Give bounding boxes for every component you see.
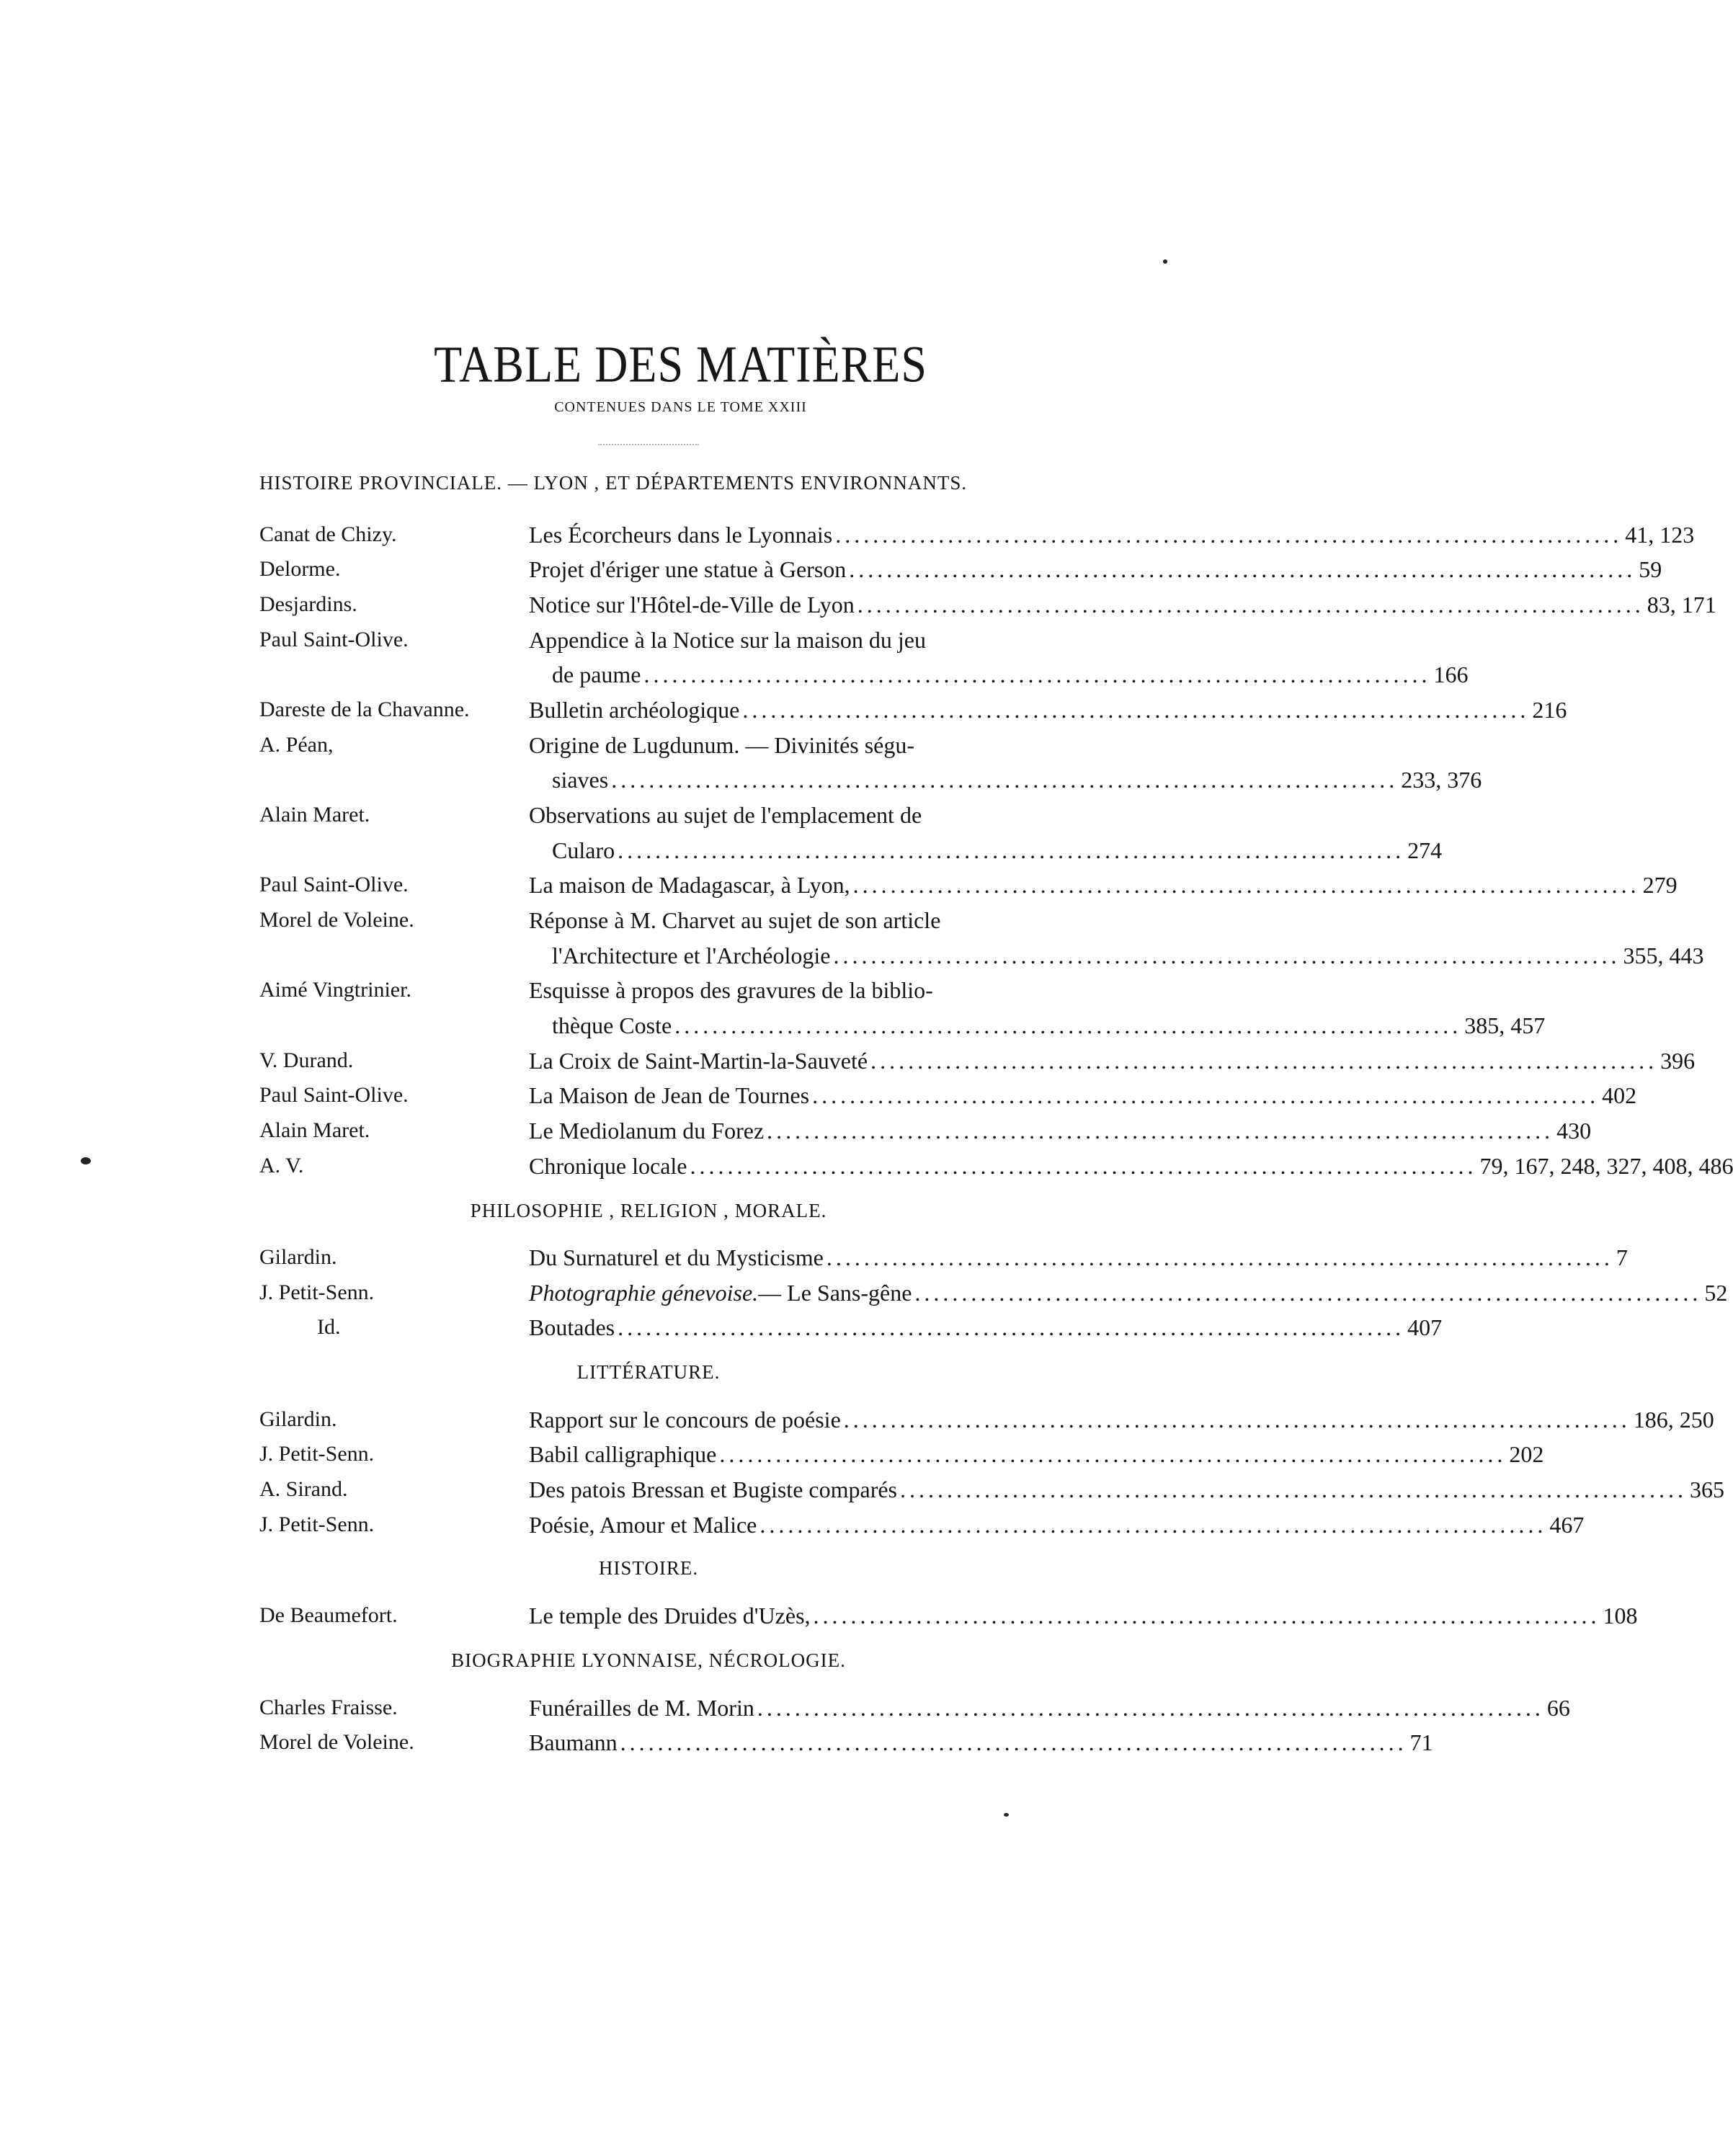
entry-author: Paul Saint-Olive. [259, 873, 409, 896]
entry-author: Gilardin. [259, 1245, 337, 1269]
entry-title-line: Projet d'ériger une statue à Gerson .................................................................................... 59 [529, 556, 1662, 582]
entry-author: Aimé Vingtrinier. [259, 978, 411, 1002]
entry-title-continuation: l'Architecture et l'Archéologie .................................................................................... 355, 443 [552, 943, 1704, 968]
page-title: TABLE DES MATIÈRES [434, 335, 927, 393]
entry-title-line: Bulletin archéologique .................................................................................... 216 [529, 697, 1567, 723]
ink-speck [1004, 1813, 1009, 1817]
page-number: 71 [1409, 1729, 1433, 1755]
dot-leader: .................................................................................... [833, 943, 1621, 968]
entry-author: V. Durand. [259, 1048, 354, 1072]
entry-title-line: Du Surnaturel et du Mysticisme .................................................................................... 7 [529, 1244, 1628, 1270]
dot-leader: .................................................................................... [643, 662, 1431, 687]
entry-title-line: Des patois Bressan et Bugiste comparés .................................................................................... 365 [529, 1476, 1724, 1502]
entry-author: Charles Fraisse. [259, 1696, 398, 1719]
dot-leader: .................................................................................... [835, 522, 1623, 548]
section-heading-biographie: BIOGRAPHIE LYONNAISE, NÉCROLOGIE. [451, 1649, 846, 1671]
dot-leader: .................................................................................... [618, 837, 1405, 863]
page-number: 430 [1556, 1118, 1592, 1144]
dot-leader: .................................................................................... [849, 556, 1636, 582]
section-heading-philosophie: PHILOSOPHIE , RELIGION , MORALE. [470, 1200, 827, 1221]
entry-author: Canat de Chizy. [259, 522, 397, 546]
entry-title-continuation: Cularo .................................................................................... 274 [552, 837, 1443, 863]
entry-title-line: Baumann .................................................................................... 71 [529, 1729, 1433, 1755]
dot-leader: .................................................................................... [620, 1729, 1407, 1755]
entry-author: De Beaumefort. [259, 1603, 398, 1627]
page-number: 355, 443 [1623, 943, 1704, 968]
entry-author: Id. [317, 1315, 341, 1339]
dot-leader: .................................................................................... [690, 1153, 1477, 1179]
entry-title-line: La maison de Madagascar, à Lyon, .................................................................................... 279 [529, 872, 1678, 898]
entry-title-line: Photographie génevoise. — Le Sans-gêne .................................................................................... 52 [529, 1280, 1728, 1306]
entry-title-line: Poésie, Amour et Malice .................................................................................... 467 [529, 1512, 1585, 1538]
page-number: 407 [1407, 1314, 1443, 1340]
page-number: 202 [1509, 1441, 1544, 1467]
ink-speck [81, 1157, 91, 1164]
dot-leader: .................................................................................... [742, 697, 1530, 723]
dot-leader: .................................................................................... [618, 1314, 1405, 1340]
page-number: 41, 123 [1625, 522, 1695, 548]
dot-leader: .................................................................................... [900, 1476, 1687, 1502]
entry-title-continuation: de paume .................................................................................... 166 [552, 662, 1469, 687]
entry-title-line: Funérailles de M. Morin .................................................................................... 66 [529, 1695, 1570, 1721]
entry-title-line: Appendice à la Notice sur la maison du jeu [529, 627, 926, 653]
page-number: 274 [1407, 837, 1443, 863]
entry-author: J. Petit-Senn. [259, 1513, 375, 1536]
entry-author: Morel de Voleine. [259, 908, 414, 932]
dot-leader: .................................................................................... [719, 1441, 1507, 1467]
dot-leader: .................................................................................... [812, 1082, 1600, 1108]
entry-author: Paul Saint-Olive. [259, 628, 409, 651]
page-number: 108 [1603, 1603, 1638, 1629]
page-number: 83, 171 [1647, 592, 1716, 618]
dot-leader: .................................................................................... [852, 872, 1640, 898]
dot-leader: .................................................................................... [826, 1244, 1613, 1270]
section-heading-histoire: HISTOIRE. [598, 1557, 699, 1579]
entry-title-line: Boutades .................................................................................... 407 [529, 1314, 1443, 1340]
dot-leader: .................................................................................... [870, 1048, 1658, 1074]
entry-author: Gilardin. [259, 1407, 337, 1431]
entry-title-line: La Croix de Saint-Martin-la-Sauveté .................................................................................... 396 [529, 1048, 1696, 1074]
dot-leader: .................................................................................... [914, 1280, 1702, 1306]
entry-author: Morel de Voleine. [259, 1730, 414, 1754]
title-divider [598, 444, 699, 445]
page-number: 52 [1704, 1280, 1728, 1306]
entry-title-line: Le Mediolanum du Forez .................................................................................... 430 [529, 1118, 1592, 1144]
section-heading-litterature: LITTÉRATURE. [576, 1361, 721, 1383]
entry-title-line: Esquisse à propos des gravures de la biblio- [529, 977, 933, 1003]
page-number: 402 [1602, 1082, 1637, 1108]
dot-leader: .................................................................................... [759, 1512, 1547, 1538]
entry-title-continuation: siaves .................................................................................... 233, 376 [552, 767, 1482, 793]
page-number: 186, 250 [1633, 1407, 1714, 1433]
page-number: 279 [1642, 872, 1678, 898]
entry-title-line: Origine de Lugdunum. — Divinités ségu- [529, 732, 915, 758]
page-number: 467 [1549, 1512, 1585, 1538]
entry-title-line: Rapport sur le concours de poésie .................................................................................... 186, 250 [529, 1407, 1714, 1433]
section-heading-histoire-provinciale: HISTOIRE PROVINCIALE. — LYON , ET DÉPARTEMENTS ENVIRONNANTS. [259, 472, 968, 494]
dot-leader: .................................................................................... [674, 1012, 1462, 1038]
entry-author: Paul Saint-Olive. [259, 1083, 409, 1107]
entry-title-continuation: thèque Coste .................................................................................... 385, 457 [552, 1012, 1546, 1038]
entry-author: A. V. [259, 1154, 304, 1177]
entry-author: Alain Maret. [259, 803, 370, 827]
page-number: 216 [1532, 697, 1567, 723]
entry-title-line: Observations au sujet de l'emplacement de [529, 802, 922, 828]
entry-title-line: Le temple des Druides d'Uzès, .................................................................................... 108 [529, 1603, 1638, 1629]
page-number: 396 [1660, 1048, 1696, 1074]
entry-title-line: Babil calligraphique .................................................................................... 202 [529, 1441, 1544, 1467]
page-number: 233, 376 [1401, 767, 1482, 793]
entry-author: Dareste de la Chavanne. [259, 698, 470, 721]
page-number: 385, 457 [1464, 1012, 1546, 1038]
entry-title-line: Les Écorcheurs dans le Lyonnais .................................................................................... 41, 123 [529, 522, 1695, 548]
page-number: 7 [1616, 1244, 1628, 1270]
page-number: 365 [1690, 1476, 1724, 1502]
dot-leader: .................................................................................... [767, 1118, 1554, 1144]
page-number: 59 [1639, 556, 1662, 582]
dot-leader: .................................................................................... [611, 767, 1399, 793]
entry-author: A. Péan, [259, 733, 334, 757]
entry-author: Alain Maret. [259, 1118, 370, 1142]
entry-author: A. Sirand. [259, 1477, 348, 1501]
entry-title-line: Notice sur l'Hôtel-de-Ville de Lyon .................................................................................... 83, 171 [529, 592, 1716, 618]
dot-leader: .................................................................................... [843, 1407, 1631, 1433]
dot-leader: .................................................................................... [757, 1695, 1544, 1721]
entry-title-line: Chronique locale .................................................................................... 79, 167, 248, 327, 408, 486 [529, 1153, 1733, 1179]
page-number: 166 [1433, 662, 1469, 687]
page-subtitle: CONTENUES DANS LE TOME XXIII [554, 399, 807, 415]
page-number: 66 [1546, 1695, 1570, 1721]
entry-title-line: Réponse à M. Charvet au sujet de son article [529, 907, 941, 933]
entry-title-line: La Maison de Jean de Tournes .................................................................................... 402 [529, 1082, 1637, 1108]
entry-author: Delorme. [259, 557, 341, 581]
dot-leader: .................................................................................... [857, 592, 1644, 618]
ink-speck [1163, 259, 1167, 264]
entry-author: Desjardins. [259, 592, 357, 616]
dot-leader: .................................................................................... [813, 1603, 1600, 1629]
entry-author: J. Petit-Senn. [259, 1280, 375, 1304]
page-number: 79, 167, 248, 327, 408, 486 [1479, 1153, 1733, 1179]
entry-author: J. Petit-Senn. [259, 1442, 375, 1466]
